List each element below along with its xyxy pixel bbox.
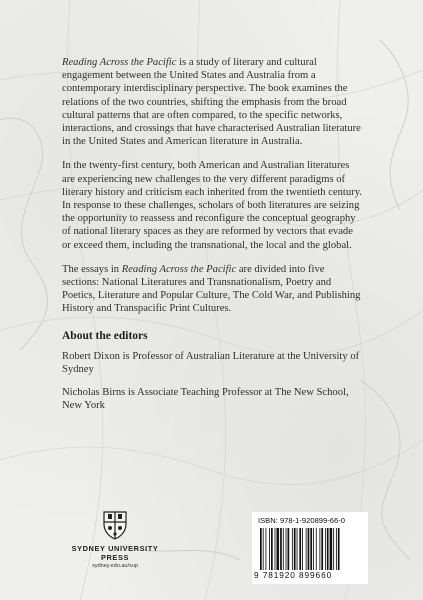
press-name: SYDNEY UNIVERSITY PRESS [71,544,159,562]
barcode [252,512,368,584]
barcode-digits: 9 781920 899660 [254,570,333,580]
about-editors-heading: About the editors [62,329,148,342]
paragraph-1-text: is a study of literary and cultural engagement between the United States and Australia from a contemporary interdisciplinary perspective. The book examines the relations of the two countries, shifting the emphasis from the broad cultural patterns that are often compared, to the specific networks, interactions, and crossings that have characterised Australian literature in the United States and American literature in Australia. [62,57,361,148]
editor-bio-dixon: Robert Dixon is Professor of Australian Literature at the University of Sydney [62,350,360,375]
press-url: sydney.edu.au/sup [92,563,138,569]
isbn-label: ISBN: 978-1-920899-66-0 [258,516,345,525]
book-title-italic: Reading Across the Pacific [62,57,177,68]
paragraph-3-lead: The essays in [62,263,122,275]
description-paragraph-3 [62,263,362,316]
editor-bio-birns: Nicholas Birns is Associate Teaching Professor at The New School, New York [62,387,349,412]
publisher-logo [60,510,170,569]
barcode-bars-icon [260,528,360,570]
book-title-italic: Reading Across the Pacific [121,263,237,275]
description-paragraph-1 [62,56,362,148]
blurb [62,56,362,422]
paragraph-3-text: are divided into five sections: National Literatures and Transnationalism, Poetry and Poetics, Literature and Popular Culture, The Cold War, and Publishing History and Transpacific Print Cultures. [62,263,361,315]
description-paragraph-2: In the twenty-first century, both American and Australian literatures are experiencing new challenges to the very different paradigms of literary history and criticism each inherited from the twentieth century. In response to these challenges, scholars of both literatures are seizing the opportunity to reassess and reconfigure the conceptual geography of national literary spaces as they are reformed by vectors that evade or exceed them, including the transnational, the local and the global. [62,160,362,251]
university-crest-icon [102,510,128,540]
